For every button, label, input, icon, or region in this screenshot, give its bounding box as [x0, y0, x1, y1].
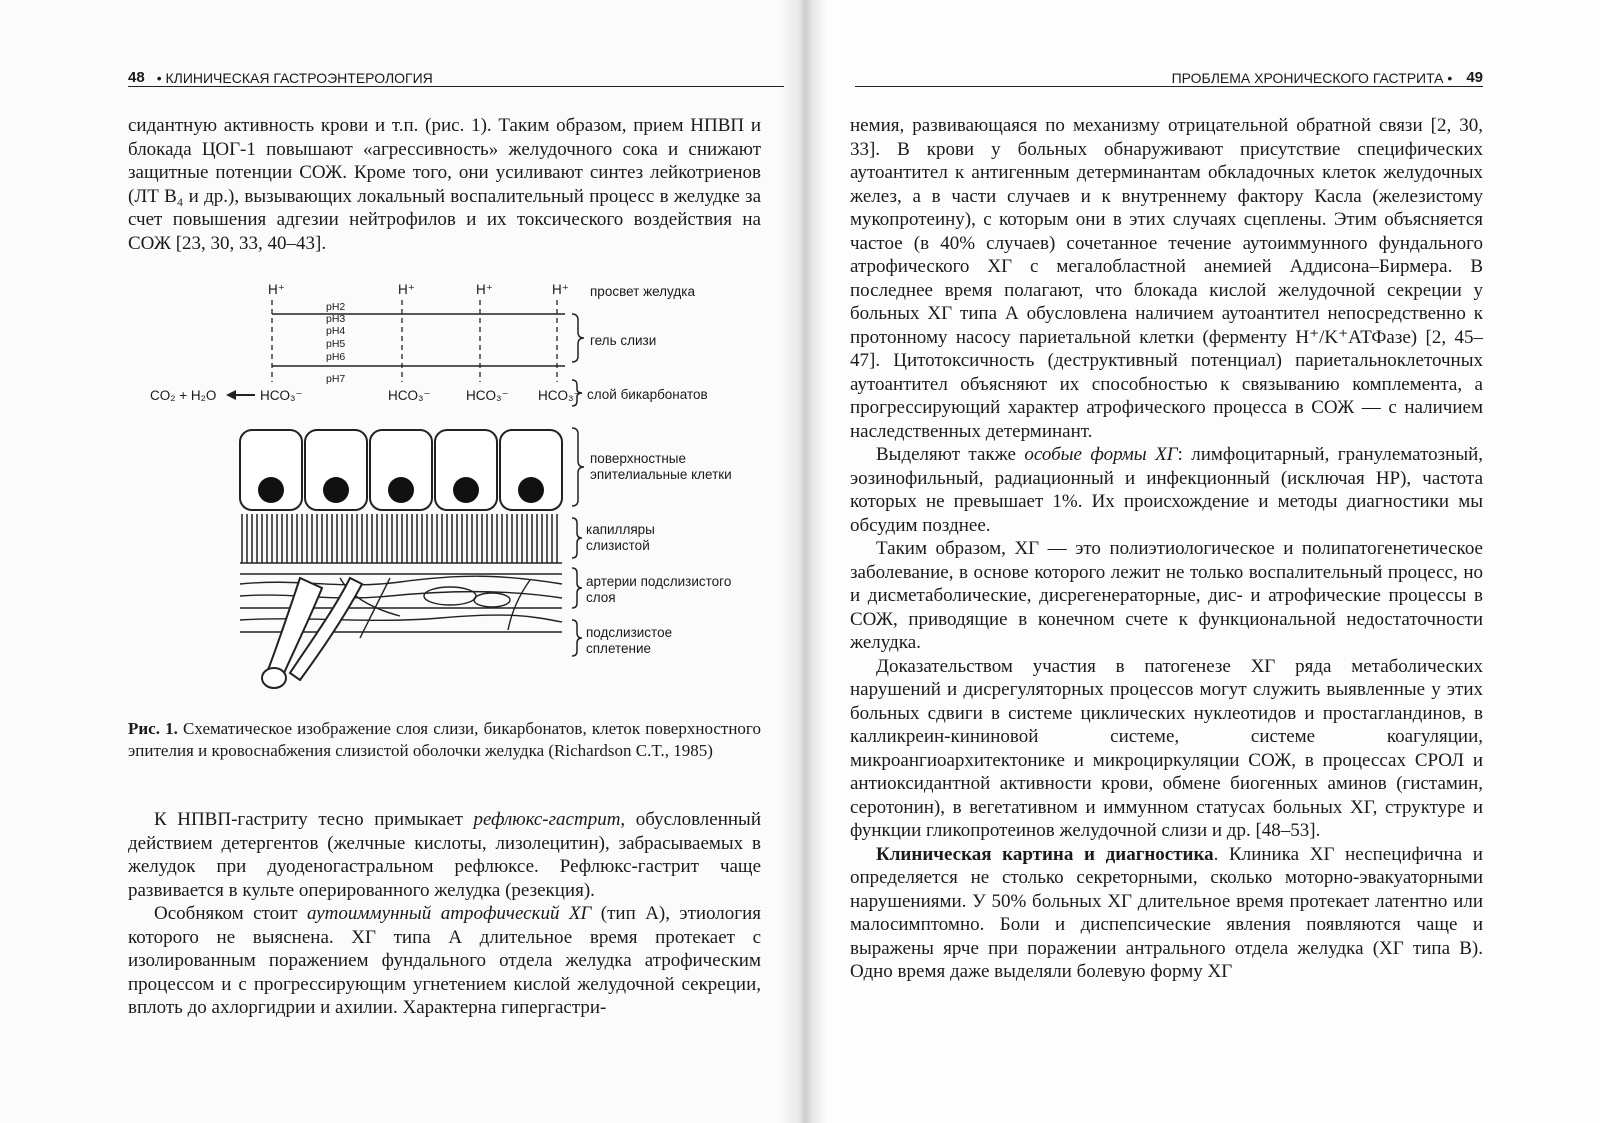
paragraph: Доказательством участия в патогенезе ХГ ряда метаболических нарушений и дисрегуляторных процессов могут служить выявленные у этих больных сдвиги в системе циклических нуклеотидов и простагландинов, в калликреин-кининовой системе, системе коагуляции, микроангиоархитектонике и микроциркуляции СОЖ, в процессах СРОЛ и антиоксидантной активности крови, обмене биогенных аминов (гистамин, серотонин), в вегетативном и иммунном статусах больных ХГ, структуре и функции гликопротеинов желудочной слизи и др. [48–53]. [850, 655, 1483, 841]
h-plus-label: H⁺ [476, 282, 493, 297]
left-top-text [128, 114, 761, 255]
cell-nucleus [453, 477, 479, 503]
gastric-mucosa-diagram [140, 278, 760, 703]
section-heading: Клиническая картина и диагностика [876, 843, 1214, 865]
text-span: К НПВП-гастриту тесно примыкает [154, 809, 474, 830]
paragraph: Таким образом, ХГ — это полиэтиологическое и полипатогенетическое заболевание, в основе которого лежит не только воспалительный процесс, но и дисметаболические, дисрегенераторные, дис- и атрофические процессы в СОЖ, приводящие в конечном счете к функциональной недостаточности желудка. [850, 538, 1483, 653]
co2-water-label: CO₂ + H₂O [150, 388, 217, 403]
bicarbonate-label: HCO₃⁻ [538, 388, 581, 403]
label-epithelium: поверхностные [590, 451, 687, 466]
capillaries [242, 514, 557, 563]
label-lumen: просвет желудка [590, 284, 695, 299]
arrow-left-icon [226, 390, 255, 400]
submucosal-plexus-vessel [262, 578, 362, 688]
ph-label: pH4 [326, 325, 346, 337]
epithelial-cells [240, 430, 562, 510]
paragraph: немия, развивающаяся по механизму отрицательной обратной связи [2, 30, 33]. В крови у больных обнаруживают присутствие специфических аутоантител к антигенным детерминантам обкладочных клеток желудочных желез, а в части случаев и к внутреннему фактору Касла (железистому мукопротеину), с которым они в этих случаях сцеплены. Этим объясняется частое (в 40% случаев) сочетанное течение аутоиммунного фундального атрофического ХГ с мегалобластной анемией Аддисона–Бирмера. В последнее время полагают, что блокада кислой желудочной секреции у больных ХГ типа А обусловлена наличием аутоантител непосредственно к протонному насосу париетальной клетки (ферменту H⁺/K⁺АТФазе) [2, 45–47]. Цитотоксичность (деструктивный потенциал) париетальноклеточных аутоантител объясняют их способностью к связыванию комплемента, а прогрессирующий характер атрофического процесса в СОЖ — с наличием наследственных детерминант. [850, 115, 1483, 442]
right-page-number: 49 [1466, 69, 1483, 86]
bicarbonate-label: HCO₃⁻ [466, 388, 509, 403]
emphasis: особые формы ХГ [1024, 444, 1178, 465]
text-span: : лимфоцитарный, гранулематозный, эозинофильный, радиационный и инфекционный (исключая НР), частота которых не превышает 1%. Их происхождение и методы диагностики мы обсудим позднее. [850, 444, 1483, 536]
ph-label: pH3 [326, 313, 346, 325]
label-capillaries: капилляры [586, 522, 655, 537]
paragraph [128, 808, 761, 902]
h-plus-label: H⁺ [398, 282, 415, 297]
caption-label: Рис. 1. [128, 719, 178, 738]
paragraph [128, 902, 761, 1020]
bicarbonate-label: HCO₃⁻ [260, 388, 303, 403]
cell-nucleus [258, 477, 284, 503]
left-running-head [128, 64, 784, 87]
emphasis: рефлюкс-гастрит [473, 809, 621, 830]
emphasis: аутоиммунный атрофический ХГ [306, 903, 592, 924]
label-bicarbonate: слой бикарбонатов [587, 387, 708, 402]
layer-braces [572, 314, 584, 656]
bicarbonate-label: HCO₃⁻ [388, 388, 431, 403]
label-epithelium: эпителиальные клетки [590, 467, 732, 482]
ph-label: pH7 [326, 373, 346, 385]
right-running-title: ПРОБЛЕМА ХРОНИЧЕСКОГО ГАСТРИТА • [1171, 70, 1453, 86]
left-running-title: • КЛИНИЧЕСКАЯ ГАСТРОЭНТЕРОЛОГИЯ [156, 70, 433, 86]
cell-nucleus [323, 477, 349, 503]
text-span: Особняком стоит [154, 903, 307, 924]
text-span: (тип А), этиология которого не выяснена. ХГ типа А длительное время протекает с изолированным поражением фундального отдела желудка атрофическим процессом и с прогрессирующим угнетением кислой желудочной секреции, вплоть до ахлоргидрии и ахилии. Характерна гипергастри- [128, 903, 761, 1018]
right-running-head [855, 64, 1483, 87]
right-body-text [850, 114, 1483, 984]
h-plus-label: H⁺ [268, 282, 285, 297]
proton-diffusion-lines [272, 300, 557, 382]
label-arteries: артерии подслизистого [586, 574, 732, 589]
book-spine [780, 0, 826, 1123]
label-capillaries: слизистой [586, 538, 650, 553]
left-bottom-text [128, 808, 761, 1020]
label-mucus-gel: гель слизи [590, 333, 657, 348]
ph-label: pH6 [326, 351, 346, 363]
label-plexus: сплетение [586, 641, 652, 656]
cell-nucleus [518, 477, 544, 503]
paragraph [850, 443, 1483, 537]
caption-text: Схематическое изображение слоя слизи, бикарбонатов, клеток поверхностного эпителия и кровоснабжения слизистой оболочки желудка (Richardson C.T., 1985) [128, 719, 761, 760]
ph-label: pH2 [326, 301, 346, 313]
label-plexus: подслизистое [586, 625, 673, 640]
cell-nucleus [388, 477, 414, 503]
ph-label: pH5 [326, 338, 346, 350]
figure-caption [128, 718, 761, 762]
h-plus-label: H⁺ [552, 282, 569, 297]
text-span: Выделяют также [876, 444, 1025, 465]
paragraph [850, 843, 1483, 984]
label-arteries: слоя [586, 590, 616, 605]
left-page-number: 48 [128, 69, 145, 86]
text-span: , обусловленный действием детергентов (желчные кислоты, лизолецитин), забрасываемых в желудок при дуоденогастральном рефлюксе. Рефлюкс-гастрит чаще развивается в культе оперированного желудка (резекция). [128, 809, 761, 901]
paragraph: сидантную активность крови и т.п. (рис. 1). Таким образом, прием НПВП и блокада ЦОГ-1 повышают «агрессивность» желудочного сока и снижают защитные потенции СОЖ. Кроме того, они усиливают синтез лейкотриенов (ЛТ В₄ и др.), вызывающих локальный воспалительный процесс в желудке за счет повышения адгезии нейтрофилов и их токсического воздействия на СОЖ [23, 30, 33, 40–43]. [128, 115, 761, 254]
text-span: . Клиника ХГ неспецифична и определяется не столько секреторными, сколько моторно-эвакуаторными нарушениями. У 50% больных ХГ длительное время протекает латентно или малосимптомно. Боли и диспепсические явления появляются чаще и выражены ярче при поражении антрального отдела желудка (ХГ типа В). Одно время даже выделяли болевую форму ХГ [850, 843, 1483, 982]
